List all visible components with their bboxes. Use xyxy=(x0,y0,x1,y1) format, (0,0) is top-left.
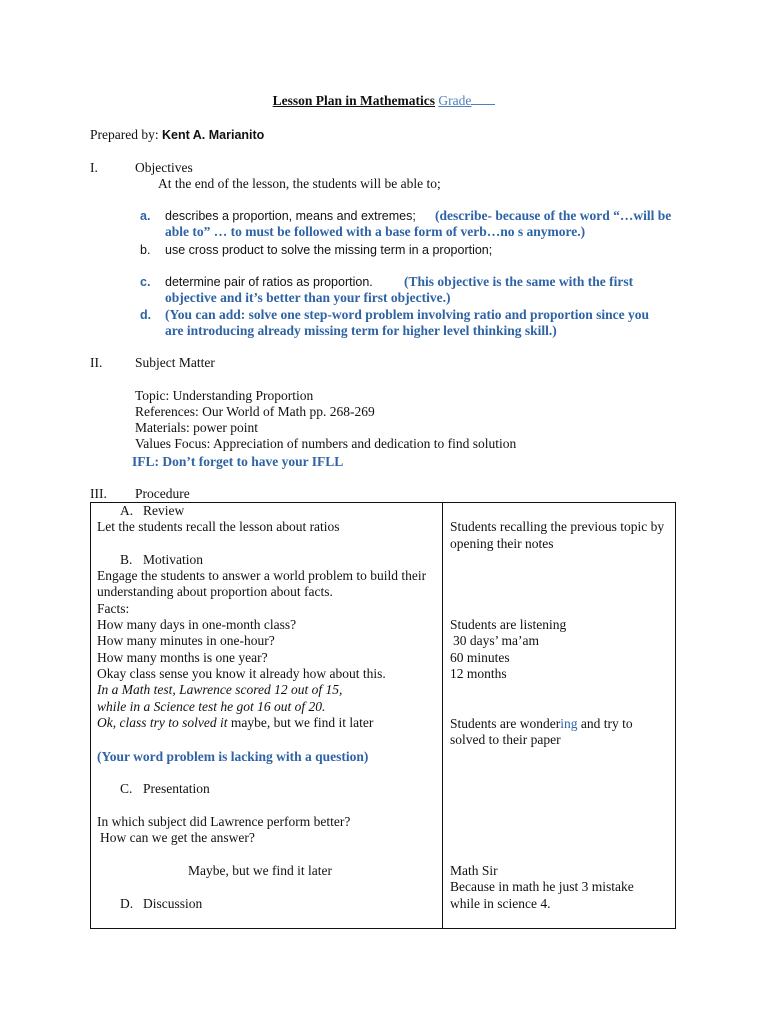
step-b-label: Motivation xyxy=(143,552,203,567)
materials-line: Materials: power point xyxy=(135,420,258,435)
objective-a-comment-1: (describe- because of the word “…will be xyxy=(435,208,672,223)
response-10: Because in math he just 3 mistake xyxy=(450,879,634,894)
presentation-line-2: How can we get the answer? xyxy=(100,830,255,845)
word-problem-aside: maybe, but we find it later xyxy=(227,715,374,730)
response-7 xyxy=(450,716,633,732)
response-3: Students are listening xyxy=(450,617,567,632)
objective-a-text: describes a proportion, means and extremes; xyxy=(165,209,416,223)
question-3: How many months is one year? xyxy=(97,650,268,665)
procedure-table-divider xyxy=(442,502,443,929)
word-problem-line-3 xyxy=(97,715,373,731)
grade-blank xyxy=(471,103,495,105)
response-7-c: and try to xyxy=(577,716,633,731)
objective-d-marker: d. xyxy=(140,308,152,322)
section-num-objectives: I. xyxy=(90,160,98,175)
grade-label: Grade xyxy=(438,93,472,108)
references-line: References: Our World of Math pp. 268-269 xyxy=(135,404,375,419)
section-num-procedure: III. xyxy=(90,486,107,501)
objective-d-text-1: (You can add: solve one step-word problem involving ratio and proportion since you xyxy=(165,307,650,322)
question-4: Okay class sense you know it already how about this. xyxy=(97,666,386,681)
objective-b-text: use cross product to solve the missing term in a proportion; xyxy=(165,243,493,257)
response-7-b: ing xyxy=(560,716,578,731)
response-8: solved to their paper xyxy=(450,732,561,747)
procedure-heading: Procedure xyxy=(135,486,190,501)
step-d-marker: D. xyxy=(120,896,134,911)
values-focus-line: Values Focus: Appreciation of numbers and dedication to find solution xyxy=(135,436,517,451)
objectives-intro: At the end of the lesson, the students will be able to; xyxy=(158,176,441,191)
step-a-label: Review xyxy=(143,503,185,518)
ifl-reminder: IFL: Don’t forget to have your IFLL xyxy=(132,454,344,469)
objective-b-marker: b. xyxy=(140,243,151,257)
objectives-heading: Objectives xyxy=(135,160,193,175)
objective-d-text-2: are introducing already missing term for higher level thinking skill.) xyxy=(165,323,557,338)
preparer-name: Kent A. Marianito xyxy=(161,128,265,142)
objective-c-text: determine pair of ratios as proportion. xyxy=(165,275,373,289)
teacher-comment: (Your word problem is lacking with a question) xyxy=(97,749,369,764)
section-num-subject: II. xyxy=(90,355,103,370)
motivation-line-2: understanding about proportion about facts. xyxy=(97,584,333,599)
word-problem-instruction: Ok, class try to solved it xyxy=(97,715,228,730)
objective-c-marker: c. xyxy=(140,275,151,289)
response-4: 30 days’ ma’am xyxy=(453,633,539,648)
objective-c-comment-2: objective and it’s better than your first objective.) xyxy=(165,290,451,305)
objective-a-marker: a. xyxy=(140,209,151,223)
step-a-marker: A. xyxy=(120,503,134,518)
response-6: 12 months xyxy=(450,666,507,681)
step-c-label: Presentation xyxy=(143,781,210,796)
question-1: How many days in one-month class? xyxy=(97,617,297,632)
step-b-marker: B. xyxy=(120,552,133,567)
response-2: opening their notes xyxy=(450,536,554,551)
prepared-by-line xyxy=(90,127,264,143)
response-5: 60 minutes xyxy=(450,650,510,665)
objective-a-comment-2: able to” … to must be followed with a base form of verb…no s anymore.) xyxy=(165,224,586,239)
topic-line: Topic: Understanding Proportion xyxy=(135,388,314,403)
subject-matter-heading: Subject Matter xyxy=(135,355,215,370)
presentation-line-1: In which subject did Lawrence perform better? xyxy=(97,814,351,829)
motivation-line-1: Engage the students to answer a world problem to build their xyxy=(97,568,427,583)
response-9: Math Sir xyxy=(450,863,498,878)
response-7-a: Students are wonder xyxy=(450,716,561,731)
facts-label: Facts: xyxy=(97,601,130,616)
prepared-by-label: Prepared by: xyxy=(90,127,159,142)
response-1: Students recalling the previous topic by xyxy=(450,519,665,534)
response-11: while in science 4. xyxy=(450,896,551,911)
document-title xyxy=(0,93,768,109)
title-text: Lesson Plan in Mathematics xyxy=(272,93,436,108)
step-c-marker: C. xyxy=(120,781,133,796)
step-d-label: Discussion xyxy=(143,896,203,911)
objective-c-comment-1: (This objective is the same with the first xyxy=(404,274,634,289)
question-2: How many minutes in one-hour? xyxy=(97,633,275,648)
review-text: Let the students recall the lesson about ratios xyxy=(97,519,340,534)
word-problem-line-2: while in a Science test he got 16 out of 20. xyxy=(97,699,326,714)
word-problem-line-1: In a Math test, Lawrence scored 12 out of 15, xyxy=(97,682,343,697)
presentation-line-3: Maybe, but we find it later xyxy=(188,863,332,878)
